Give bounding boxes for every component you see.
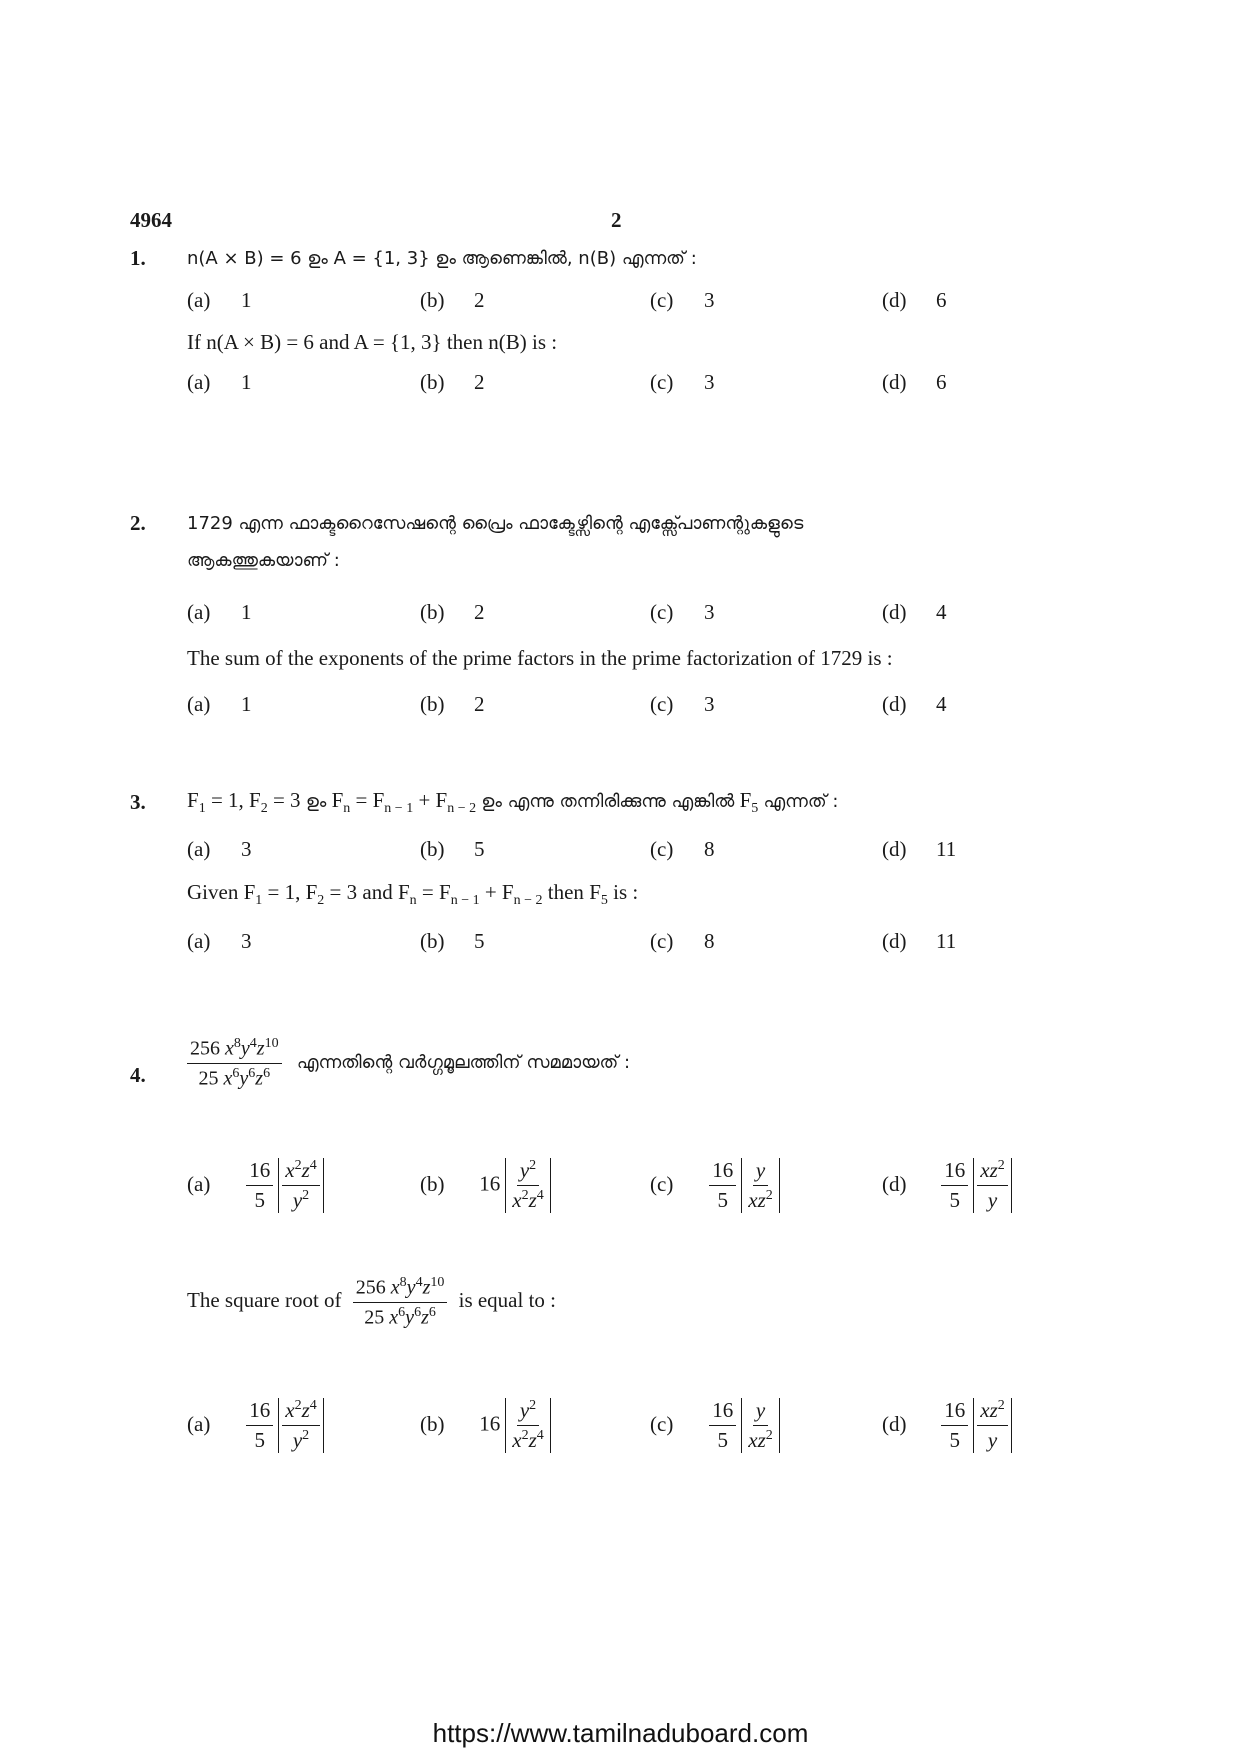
q4-text-english-prefix: The square root of <box>187 1287 342 1312</box>
q3-ml-option-c: (c) 8 <box>650 837 715 861</box>
q2-ml-option-d: (d) 4 <box>882 600 947 624</box>
paper-code: 4964 <box>130 208 172 232</box>
q4-ml-option-b: (b) 16 $\frac{y^2}{x^2z^4}$ <box>420 1158 551 1213</box>
q2-ml-option-c: (c) 3 <box>650 600 715 624</box>
q4-expression-malayalam <box>187 1036 630 1090</box>
q2-en-option-a: (a) 1 <box>187 692 252 716</box>
q4-ml-option-d: (d) $\frac{16}{5}$ $\frac{xz^2}{y}$ <box>882 1158 1012 1213</box>
q2-en-option-c: (c) 3 <box>650 692 715 716</box>
q4-fraction-english: $\frac{256 x^8y^4z^{10}}{25 x^6y^6z^6}$ <box>353 1275 448 1329</box>
q4-ml-option-a: (a) $\frac{16}{5}$ $\frac{x^2z^4}{y^2}$ <box>187 1158 324 1213</box>
q2-ml-option-a: (a) 1 <box>187 600 252 624</box>
q2-ml-option-b: (b) 2 <box>420 600 485 624</box>
q2-en-option-d: (d) 4 <box>882 692 947 716</box>
q4-ml-option-c: (c) $\frac{16}{5}$ $\frac{y}{xz^2}$ <box>650 1158 780 1213</box>
q2-text-english: The sum of the exponents of the prime factors in the prime factorization of 1729 is : <box>187 646 893 670</box>
q3-en-option-d: (d) 11 <box>882 929 957 953</box>
q1-en-option-a: (a) 1 <box>187 370 252 394</box>
q3-ml-option-b: (b) 5 <box>420 837 485 861</box>
q1-ml-option-d: (d) 6 <box>882 288 947 312</box>
q3-en-option-c: (c) 8 <box>650 929 715 953</box>
q4-fraction: $\frac{256 x^8y^4z^{10}}{25 x^6y^6z^6}$ <box>187 1036 282 1090</box>
q1-number: 1. <box>130 246 146 270</box>
q4-en-option-b: (b) 16 $\frac{y^2}{x^2z^4}$ <box>420 1398 551 1453</box>
q4-en-option-a: (a) $\frac{16}{5}$ $\frac{x^2z^4}{y^2}$ <box>187 1398 324 1453</box>
q3-ml-option-d: (d) 11 <box>882 837 957 861</box>
footer-url[interactable]: https://www.tamilnaduboard.com <box>432 1718 809 1748</box>
q1-text-english: If n(A × B) = 6 and A = {1, 3} then n(B) is : <box>187 330 558 354</box>
q1-en-option-c: (c) 3 <box>650 370 715 394</box>
q1-ml-option-b: (b) 2 <box>420 288 485 312</box>
q1-ml-option-a: (a) 1 <box>187 288 252 312</box>
q1-en-option-b: (b) 2 <box>420 370 485 394</box>
q3-en-option-a: (a) 3 <box>187 929 252 953</box>
q4-expression-english <box>187 1275 556 1329</box>
q2-number: 2. <box>130 511 146 535</box>
q2-en-option-b: (b) 2 <box>420 692 485 716</box>
q2-text-malayalam-line1: 1729 എന്ന ഫാക്ടറൈസേഷന്റെ പ്രൈം ഫാക്ടേഴ്സിന്റെ എക്സ്പോണന്റുകളുടെ <box>187 513 804 534</box>
q3-text-malayalam: $F_1 = 1$, $F_2 = 3$ ഉം $F_n = F_{n - 1} + F_{n - 2}$ ഉം എന്നു തന്നിരിക്കുന്നു എങ്കിൽ $F_5$ എന്നത് : <box>187 788 839 817</box>
q4-text-english-suffix: is equal to : <box>458 1287 557 1312</box>
q1-ml-option-c: (c) 3 <box>650 288 715 312</box>
q3-en-option-b: (b) 5 <box>420 929 485 953</box>
q2-text-malayalam-line2: ആകത്തുകയാണ് : <box>187 550 340 571</box>
q1-en-option-d: (d) 6 <box>882 370 947 394</box>
q4-number: 4. <box>130 1063 146 1087</box>
q3-ml-option-a: (a) 3 <box>187 837 252 861</box>
q4-en-option-d: (d) $\frac{16}{5}$ $\frac{xz^2}{y}$ <box>882 1398 1012 1453</box>
q1-text-malayalam: n(A × B) = 6 ഉം A = {1, 3} ഉം ആണെങ്കിൽ, n(B) എന്നത് : <box>187 248 697 269</box>
page-number: 2 <box>611 208 622 232</box>
q4-text-malayalam: എന്നതിന്റെ വർഗ്ഗമൂലത്തിന് സമമായത് : <box>296 1051 631 1073</box>
q3-text-english: Given $F_1 = 1$, $F_2 = 3$ and $F_n = F_{n - 1} + F_{n - 2}$ then $F_5$ is : <box>187 880 639 909</box>
q4-en-option-c: (c) $\frac{16}{5}$ $\frac{y}{xz^2}$ <box>650 1398 780 1453</box>
q3-number: 3. <box>130 790 146 814</box>
